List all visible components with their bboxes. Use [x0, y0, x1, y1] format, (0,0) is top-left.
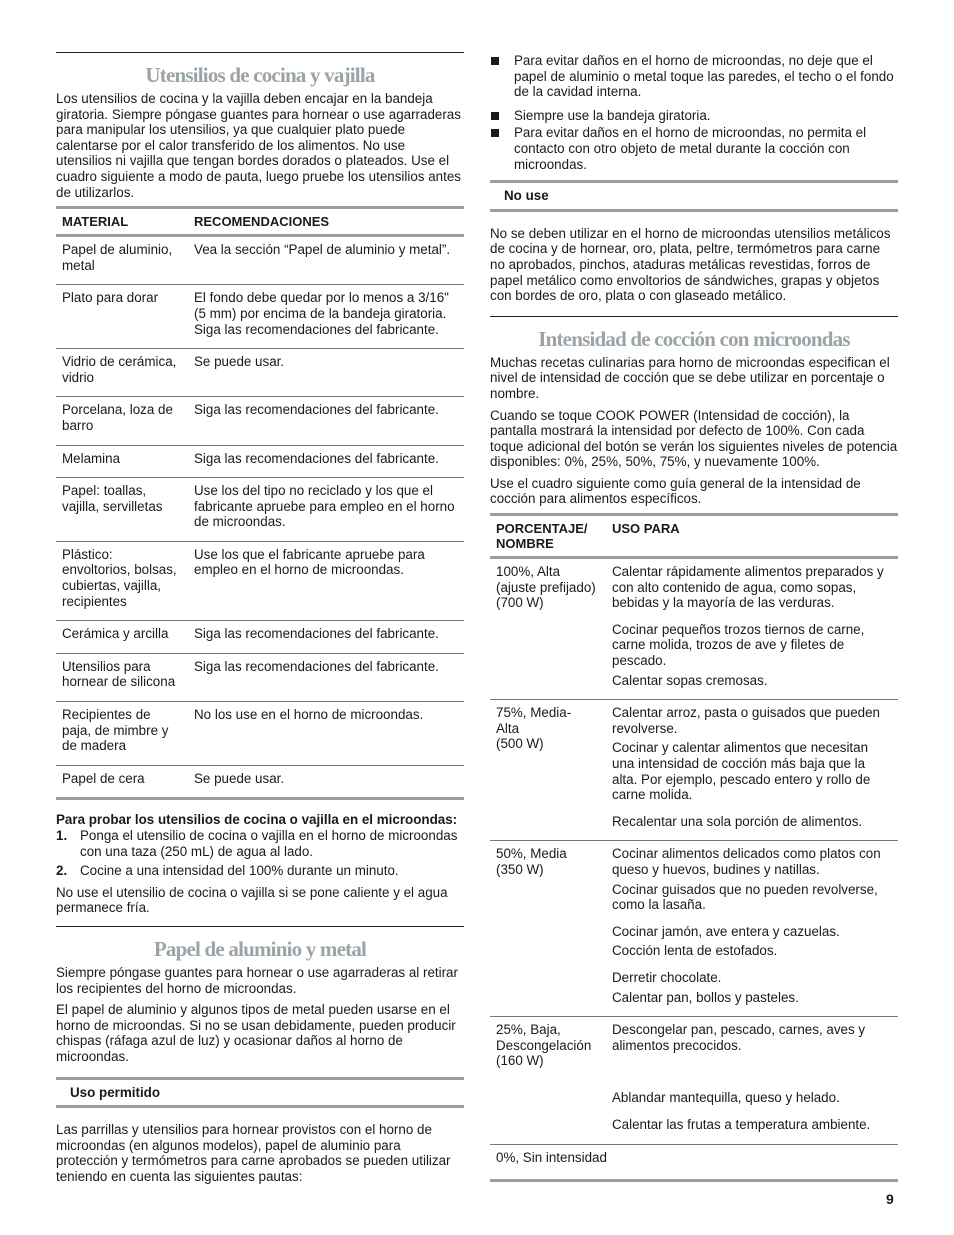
use-for-cell	[606, 700, 898, 841]
table-row	[56, 349, 464, 397]
bullet-text: Para evitar daños en el horno de microondas, no permita el contacto con otro objeto de metal durante la cocción con microondas.	[514, 125, 867, 172]
table-header-row	[56, 208, 464, 236]
use-for-item: Derretir chocolate.	[612, 969, 722, 985]
power-level-line: (160 W)	[496, 1053, 544, 1069]
use-for-item: Calentar las frutas a temperatura ambiente.	[612, 1116, 871, 1132]
step-text: Cocine a una intensidad del 100% durante un minuto.	[80, 863, 399, 879]
table-row	[56, 621, 464, 654]
power-level-line: 75%, Media-	[496, 705, 572, 721]
material-cell: Vidrio de cerámica, vidrio	[62, 354, 177, 385]
use-for-item: Cocinar guisados que no pueden revolverse, como la lasaña.	[612, 881, 878, 913]
bullet-square-icon	[491, 129, 499, 137]
step-text: Ponga el utensilio de cocina o vajilla en el horno de microondas con una taza (250 mL) de agua al lado.	[80, 828, 458, 859]
foil-p3: Las parrillas y utensilios para hornear provistos con el horno de microondas (en algunos modelos), papel de aluminio para protección y termómetros para carne aprobados se pueden utilizar teniendo en cuenta las siguientes pautas:	[56, 1122, 451, 1184]
use-for-cell	[606, 558, 898, 700]
step-number: 1.	[56, 828, 68, 843]
power-level-line: Descongelación	[496, 1037, 592, 1053]
material-cell: Cerámica y arcilla	[62, 626, 169, 642]
table-row	[56, 765, 464, 799]
use-for-item: Cocinar alimentos delicados como platos con queso y huevos, budines y natillas.	[612, 846, 881, 877]
bullet-square-icon	[491, 57, 499, 65]
utensils-table	[56, 206, 464, 800]
after-steps-text: No use el utensilio de cocina o vajilla si se pone caliente y el agua permanece fría.	[56, 884, 448, 916]
section-title-utensils: Utensilios de cocina y vajilla	[145, 63, 375, 87]
power-level-line: 100%, Alta	[496, 564, 561, 580]
cook-power-p3: Use el cuadro siguiente como guía general de la intensidad de cocción para alimentos específicos.	[490, 475, 861, 507]
divider	[56, 926, 464, 927]
table-row	[490, 1017, 898, 1144]
header-use-for: USO PARA	[612, 521, 680, 537]
table-row	[56, 397, 464, 445]
power-level-line: 25%, Baja,	[496, 1022, 561, 1038]
divider	[490, 316, 898, 317]
recommendation-cell: Se puede usar.	[194, 770, 285, 786]
subhead-no-use: No use	[490, 180, 898, 212]
recommendation-cell: Vea la sección “Papel de aluminio y metal”.	[194, 242, 451, 258]
page-number: 9	[886, 1191, 894, 1207]
table-row	[56, 445, 464, 478]
step-number: 2.	[56, 863, 68, 879]
table-row	[56, 236, 464, 285]
power-level-cell	[490, 700, 606, 841]
recommendation-cell: Siga las recomendaciones del fabricante.	[194, 658, 439, 674]
step-item	[56, 863, 464, 879]
test-steps	[56, 828, 464, 879]
power-level-line: 50%, Media	[496, 846, 567, 862]
header-material: MATERIAL	[62, 214, 129, 230]
cook-power-table	[490, 513, 898, 1182]
section-title-cook-power: Intensidad de cocción con microondas	[538, 326, 850, 351]
table-row	[490, 700, 898, 841]
recommendation-cell: Use los que el fabricante apruebe para empleo en el horno de microondas.	[194, 546, 425, 578]
power-level-line: 0%, Sin intensidad	[496, 1149, 607, 1165]
table-row	[56, 285, 464, 349]
subhead-allowed-use: Uso permitido	[56, 1077, 464, 1109]
recommendation-cell: No los use en el horno de microondas.	[194, 707, 424, 723]
material-cell: Melamina	[62, 450, 121, 466]
material-cell: Utensilios para hornear de silicona	[62, 658, 176, 690]
recommendation-cell: El fondo debe quedar por lo menos a 3/16" (5 mm) por encima de la bandeja giratoria. Siga las recomendaciones del fabricante.	[194, 290, 449, 337]
top-rule	[56, 52, 464, 53]
cook-power-p1: Muchas recetas culinarias para horno de microondas especifican el nivel de intensidad de cocción que se debe utilizar en porcentaje o nombre.	[490, 354, 890, 401]
table-row	[56, 478, 464, 542]
table-header-row	[490, 515, 898, 558]
recommendation-cell: Se puede usar.	[194, 354, 285, 370]
power-level-line: (500 W)	[496, 736, 544, 752]
power-level-line: Alta	[496, 720, 520, 736]
material-cell: Plato para dorar	[62, 290, 159, 306]
use-for-item: Cocción lenta de estofados.	[612, 943, 778, 959]
bullet-text: Siempre use la bandeja giratoria.	[514, 107, 711, 123]
use-for-cell	[606, 841, 898, 1017]
use-for-item: Calentar arroz, pasta o guisados que pueden revolverse.	[612, 705, 880, 736]
material-cell: Papel: toallas, vajilla, servilletas	[62, 483, 163, 514]
bullet-text: Para evitar daños en el horno de microondas, no deje que el papel de aluminio o metal toque las paredes, el techo o el fondo de la cavidad interna.	[514, 53, 894, 100]
use-for-item: Calentar sopas cremosas.	[612, 672, 768, 688]
left-column	[56, 52, 464, 1191]
table-row	[56, 702, 464, 766]
list-item	[490, 108, 898, 124]
cook-power-p2: Cuando se toque COOK POWER (Intensidad de cocción), la pantalla mostrará la intensidad por defecto de 100%. Con cada toque adicional del botón se verán los siguientes niveles de potencia disponibles: 0%, 25%, 50%, 75%, y nuevamente 100%.	[490, 407, 898, 470]
use-for-cell	[606, 1017, 898, 1144]
table-row	[490, 1144, 898, 1181]
step-item	[56, 828, 464, 859]
bullet-square-icon	[491, 112, 499, 120]
list-item	[490, 125, 898, 172]
foil-p2: El papel de aluminio y algunos tipos de metal pueden usarse en el horno de microondas. Si no se usan debidamente, pueden producir chispas (ráfaga azul de luz) y ocasionar daños al horno de microondas.	[56, 1002, 456, 1064]
recommendation-cell: Use los del tipo no reciclado y los que el fabricante apruebe para empleo en el horno de microondas.	[194, 483, 455, 530]
recommendation-cell: Siga las recomendaciones del fabricante.	[194, 450, 439, 466]
material-cell: Porcelana, loza de barro	[62, 402, 173, 433]
power-level-cell	[490, 841, 606, 1017]
table-row	[56, 653, 464, 701]
foil-p1: Siempre póngase guantes para hornear o use agarraderas al retirar los recipientes del horno de microondas.	[56, 964, 458, 996]
material-cell: Recipientes de paja, de mimbre y de madera	[62, 707, 169, 754]
power-level-line: (ajuste prefijado)	[496, 579, 596, 595]
power-level-cell	[490, 558, 606, 700]
section-title-foil: Papel de aluminio y metal	[153, 936, 367, 961]
power-level-cell	[490, 1017, 606, 1144]
table-row	[490, 841, 898, 1017]
right-column	[490, 53, 898, 1182]
material-cell: Papel de cera	[62, 770, 145, 786]
foil-guidelines-list	[490, 53, 898, 172]
recommendation-cell: Siga las recomendaciones del fabricante.	[194, 402, 439, 418]
use-for-item: Ablandar mantequilla, queso y helado.	[612, 1090, 840, 1106]
power-level-cell	[490, 1144, 898, 1181]
use-for-item: Cocinar pequeños trozos tiernos de carne, carne molida, trozos de ave y filetes de pescado.	[612, 621, 865, 669]
material-cell: Plástico: envoltorios, bolsas, cubiertas, vajilla, recipientes	[62, 546, 177, 609]
material-cell: Papel de aluminio, metal	[62, 242, 173, 273]
use-for-item: Cocinar y calentar alimentos que necesitan una intensidad de cocción más baja que la alta. Por ejemplo, pescado entero y rollo de carne molida.	[612, 740, 871, 803]
use-for-item: Calentar pan, bollos y pasteles.	[612, 989, 799, 1005]
use-for-item: Recalentar una sola porción de alimentos.	[612, 813, 863, 829]
power-level-line: (700 W)	[496, 595, 544, 611]
use-for-item: Cocinar jamón, ave entera y cazuelas.	[612, 923, 840, 939]
list-item	[490, 53, 898, 100]
power-level-line: (350 W)	[496, 861, 544, 877]
test-heading: Para probar los utensilios de cocina o vajilla en el microondas:	[56, 812, 458, 828]
use-for-item: Descongelar pan, pescado, carnes, aves y alimentos precocidos.	[612, 1022, 866, 1053]
recommendation-cell: Siga las recomendaciones del fabricante.	[194, 626, 439, 642]
table-row	[490, 558, 898, 700]
use-for-item: Calentar rápidamente alimentos preparados y con alto contenido de agua, como sopas, bebidas y la mayoría de las verduras.	[612, 564, 884, 611]
no-use-text: No se deben utilizar en el horno de microondas utensilios metálicos de cocina y de hornear, oro, plata, peltre, termómetros para carne no aprobados, pinchos, ataduras metálicas revestidas, forros de papel metálico como envoltorios de sándwiches, grapas y objetos con bordes de oro, plata o con glaseado metálico.	[490, 225, 891, 304]
header-recommendations: RECOMENDACIONES	[194, 214, 330, 230]
header-percentage: PORCENTAJE/ NOMBRE	[496, 521, 588, 552]
table-row	[56, 541, 464, 620]
utensils-intro: Los utensilios de cocina y la vajilla deben encajar en la bandeja giratoria. Siempre póngase guantes para hornear o use agarraderas para manipular los utensilios, ya que cualquier plato puede calentarse por el calor transferido de los alimentos. No use utensilios ni vajilla que tengan bordes dorados o plateados. Use el cuadro siguiente a modo de pauta, luego pruebe los utensilios antes de utilizarlos.	[56, 91, 461, 200]
